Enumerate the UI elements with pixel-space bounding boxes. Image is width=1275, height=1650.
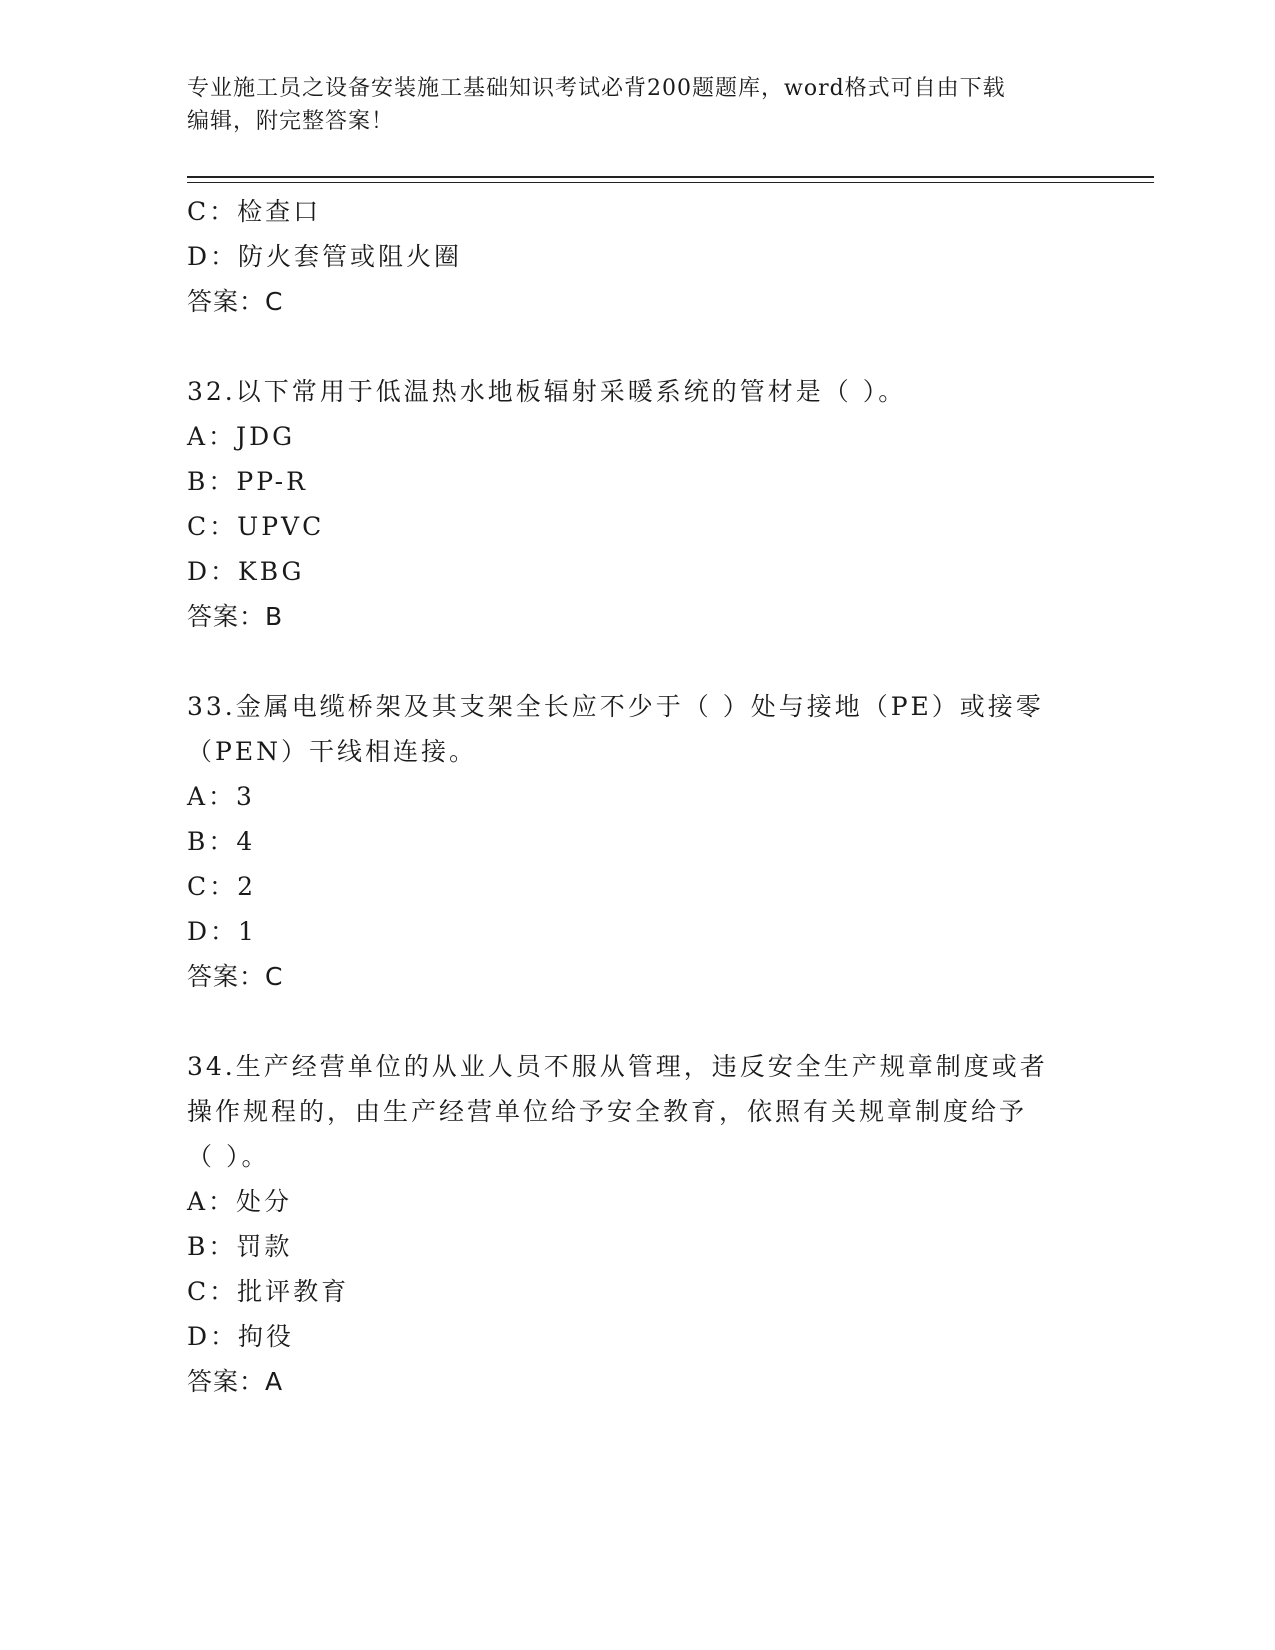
- option-c: C：检查口: [187, 197, 322, 226]
- question-list: [187, 189, 1087, 1404]
- question-32: [187, 369, 1087, 639]
- question-34: [187, 1044, 1087, 1404]
- question-text-line-2: 操作规程的，由生产经营单位给予安全教育，依照有关规章制度给予: [187, 1097, 1028, 1126]
- option-a: A：3: [187, 782, 255, 811]
- question-text-line-1: 34.生产经营单位的从业人员不服从管理，违反安全生产规章制度或者: [187, 1052, 1048, 1081]
- option-c: C：UPVC: [187, 512, 325, 541]
- option-d: D：1: [187, 917, 257, 946]
- option-a: A：处分: [187, 1187, 293, 1216]
- question-33: [187, 684, 1087, 999]
- question-31-tail: [187, 189, 1087, 324]
- option-b: B：4: [187, 827, 256, 856]
- option-c: C：2: [187, 872, 257, 901]
- option-d: D：防火套管或阻火圈: [187, 242, 463, 271]
- option-c: C：批评教育: [187, 1277, 350, 1306]
- answer: 答案：C: [187, 287, 284, 316]
- option-b: B：PP-R: [187, 467, 308, 496]
- option-a: A：JDG: [187, 422, 296, 451]
- option-d: D：KBG: [187, 557, 305, 586]
- header-line-1: 专业施工员之设备安装施工基础知识考试必背200题题库，word格式可自由下载: [187, 76, 1006, 101]
- spacer: [187, 324, 1087, 369]
- question-text-line-3: （ ）。: [187, 1142, 270, 1171]
- spacer: [187, 999, 1087, 1044]
- answer: 答案：C: [187, 962, 284, 991]
- answer: 答案：B: [187, 602, 284, 631]
- header-divider-thin: [187, 182, 1154, 183]
- option-b: B：罚款: [187, 1232, 293, 1261]
- header-line-2: 编辑，附完整答案！: [187, 109, 395, 134]
- question-text-line-2: （PEN）干线相连接。: [187, 737, 477, 766]
- document-header: [187, 72, 1087, 138]
- answer: 答案：A: [187, 1367, 284, 1396]
- spacer: [187, 639, 1087, 684]
- option-d: D：拘役: [187, 1322, 295, 1351]
- header-divider-thick: [187, 176, 1154, 178]
- question-text: 32.以下常用于低温热水地板辐射采暖系统的管材是（ ）。: [187, 377, 907, 406]
- question-text-line-1: 33.金属电缆桥架及其支架全长应不少于（ ）处与接地（PE）或接零: [187, 692, 1044, 721]
